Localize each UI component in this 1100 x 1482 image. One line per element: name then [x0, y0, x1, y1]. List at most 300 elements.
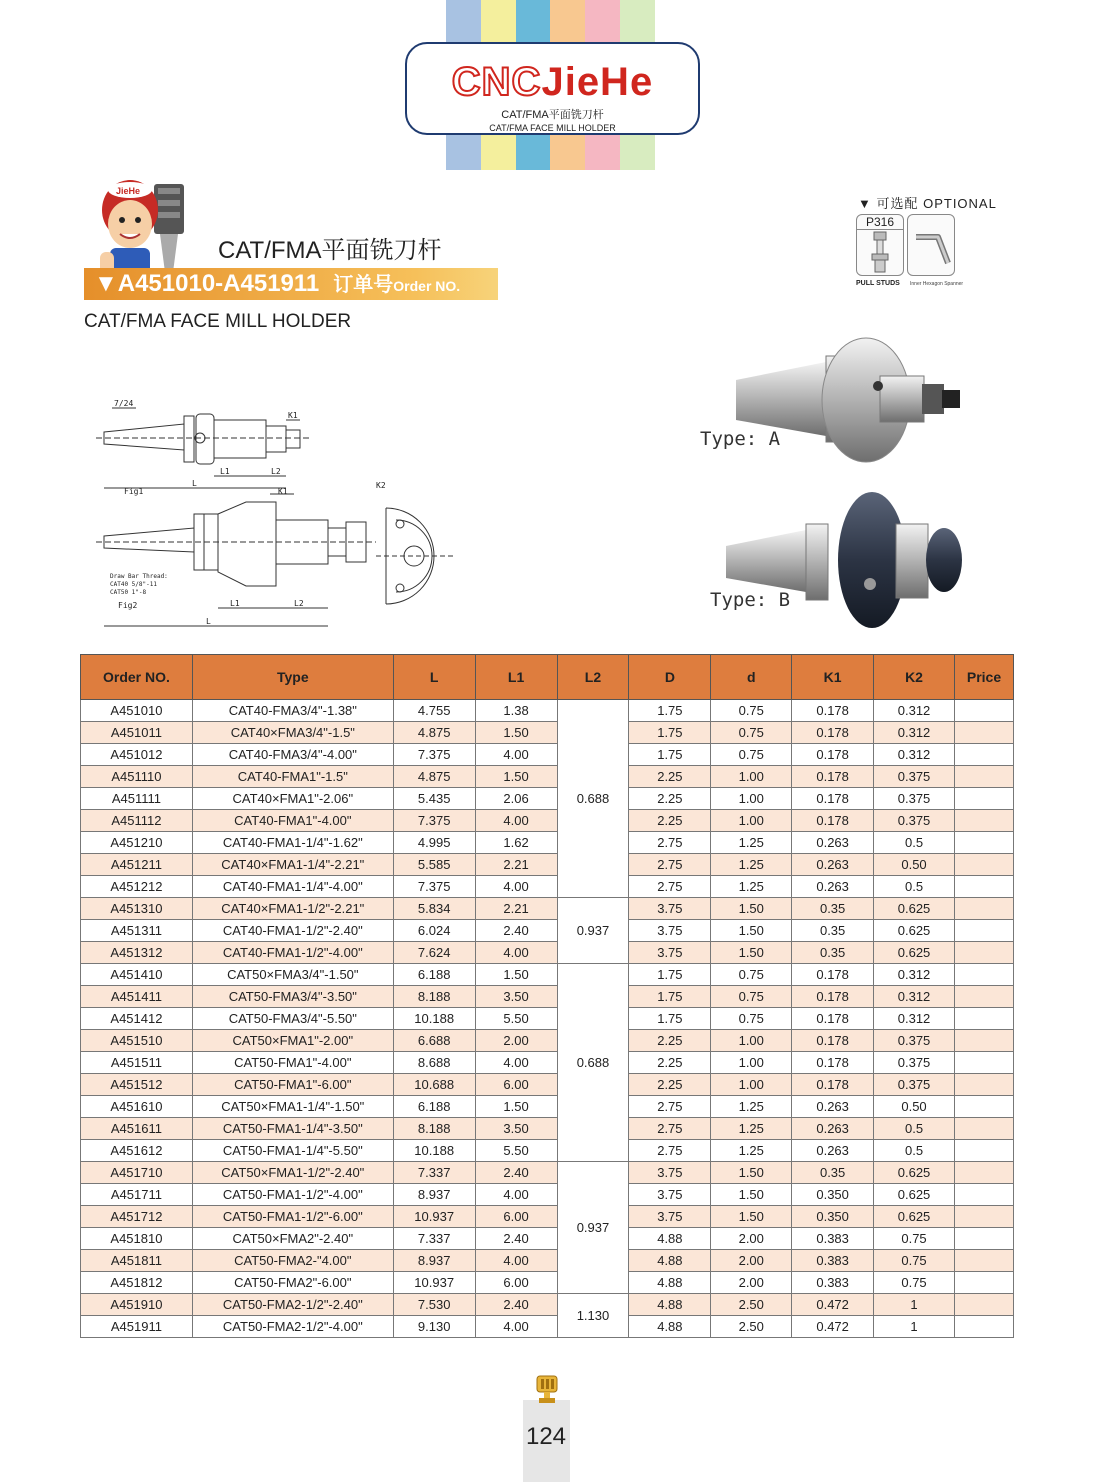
- type-cell: CAT50-FMA1"-6.00": [192, 1074, 393, 1096]
- svg-text:JieHe: JieHe: [116, 186, 141, 196]
- k1-cell: 0.178: [792, 1074, 874, 1096]
- d-upper-cell: 3.75: [629, 1184, 711, 1206]
- l1-cell: 6.00: [475, 1272, 557, 1294]
- k2-cell: 0.375: [874, 1052, 955, 1074]
- l1-cell: 1.38: [475, 700, 557, 722]
- k1-cell: 0.178: [792, 964, 874, 986]
- l-cell: 6.024: [393, 920, 475, 942]
- price-cell: [954, 1008, 1013, 1030]
- d-lower-cell: 1.50: [711, 942, 792, 964]
- drawing-l1-label: L1: [220, 467, 230, 476]
- table-row: [81, 898, 1014, 920]
- k2-cell: 0.312: [874, 700, 955, 722]
- k2-cell: 0.312: [874, 744, 955, 766]
- drawing-l2-label: L2: [271, 467, 281, 476]
- l-cell: 5.585: [393, 854, 475, 876]
- drawing-fig2-l1-label: L1: [230, 599, 240, 608]
- k1-cell: 0.263: [792, 1118, 874, 1140]
- order-no-cell: A451110: [81, 766, 193, 788]
- table-row: [81, 854, 1014, 876]
- brand-logo-cnc: CNC: [451, 60, 542, 104]
- order-no-cell: A451011: [81, 722, 193, 744]
- order-no-cell: A451412: [81, 1008, 193, 1030]
- l-cell: 6.188: [393, 964, 475, 986]
- price-cell: [954, 898, 1013, 920]
- type-cell: CAT40×FMA3/4"-1.5": [192, 722, 393, 744]
- order-no-cell: A451211: [81, 854, 193, 876]
- d-lower-cell: 0.75: [711, 744, 792, 766]
- column-header: D: [629, 655, 711, 700]
- d-lower-cell: 1.25: [711, 832, 792, 854]
- brand-subtitle-en: CAT/FMA FACE MILL HOLDER: [489, 123, 616, 133]
- table-row: [81, 1316, 1014, 1338]
- k2-cell: 1: [874, 1316, 955, 1338]
- hex-spanner-caption: Inner Hexagon Spanner: [910, 281, 964, 287]
- table-row: [81, 1074, 1014, 1096]
- brand-header: [405, 42, 700, 135]
- d-lower-cell: 2.00: [711, 1250, 792, 1272]
- price-cell: [954, 722, 1013, 744]
- d-upper-cell: 2.25: [629, 766, 711, 788]
- type-cell: CAT50-FMA2-1/2"-2.40": [192, 1294, 393, 1316]
- type-cell: CAT40-FMA1-1/2"-2.40": [192, 920, 393, 942]
- type-cell: CAT50-FMA1-1/2"-6.00": [192, 1206, 393, 1228]
- table-row: [81, 1096, 1014, 1118]
- price-cell: [954, 1250, 1013, 1272]
- l2-cell: 0.937: [557, 898, 629, 964]
- column-header: L2: [557, 655, 629, 700]
- table-row: [81, 1030, 1014, 1052]
- d-upper-cell: 1.75: [629, 722, 711, 744]
- type-cell: CAT40-FMA1"-4.00": [192, 810, 393, 832]
- k1-cell: 0.178: [792, 986, 874, 1008]
- column-header: Order NO.: [81, 655, 193, 700]
- price-cell: [954, 1272, 1013, 1294]
- k2-cell: 0.5: [874, 1118, 955, 1140]
- price-cell: [954, 744, 1013, 766]
- price-cell: [954, 1030, 1013, 1052]
- l1-cell: 4.00: [475, 1052, 557, 1074]
- order-no-cell: A451511: [81, 1052, 193, 1074]
- l1-cell: 4.00: [475, 1316, 557, 1338]
- price-cell: [954, 1162, 1013, 1184]
- k2-cell: 0.75: [874, 1228, 955, 1250]
- k1-cell: 0.383: [792, 1228, 874, 1250]
- drawing-thread-title: Draw Bar Thread:: [110, 573, 168, 580]
- d-lower-cell: 1.00: [711, 788, 792, 810]
- k1-cell: 0.178: [792, 722, 874, 744]
- k2-cell: 0.50: [874, 1096, 955, 1118]
- order-no-cell: A451612: [81, 1140, 193, 1162]
- table-row: [81, 832, 1014, 854]
- k1-cell: 0.472: [792, 1294, 874, 1316]
- price-cell: [954, 1074, 1013, 1096]
- order-no-cell: A451512: [81, 1074, 193, 1096]
- k1-cell: 0.263: [792, 1140, 874, 1162]
- d-upper-cell: 1.75: [629, 700, 711, 722]
- drawing-thread-cat40: CAT40 5/8"-11: [110, 581, 157, 588]
- price-cell: [954, 832, 1013, 854]
- k2-cell: 0.625: [874, 898, 955, 920]
- k2-cell: 0.625: [874, 920, 955, 942]
- order-label-cn: 订单号: [333, 274, 394, 296]
- d-lower-cell: 1.00: [711, 1074, 792, 1096]
- price-cell: [954, 700, 1013, 722]
- d-upper-cell: 3.75: [629, 942, 711, 964]
- drawing-k1-label: K1: [288, 411, 298, 420]
- pull-stud-icon: [857, 230, 903, 274]
- l1-cell: 4.00: [475, 1184, 557, 1206]
- column-header: L: [393, 655, 475, 700]
- k1-cell: 0.35: [792, 898, 874, 920]
- pull-stud-caption: PULL STUDS: [856, 280, 900, 287]
- table-header-row: [81, 655, 1014, 700]
- order-no-cell: A451911: [81, 1316, 193, 1338]
- l1-cell: 2.21: [475, 854, 557, 876]
- d-upper-cell: 2.75: [629, 854, 711, 876]
- l-cell: 8.188: [393, 986, 475, 1008]
- d-lower-cell: 0.75: [711, 722, 792, 744]
- table-row: [81, 1206, 1014, 1228]
- d-upper-cell: 1.75: [629, 744, 711, 766]
- type-cell: CAT50×FMA1-1/4"-1.50": [192, 1096, 393, 1118]
- table-row: [81, 1250, 1014, 1272]
- price-cell: [954, 854, 1013, 876]
- k2-cell: 0.375: [874, 810, 955, 832]
- l-cell: 9.130: [393, 1316, 475, 1338]
- type-cell: CAT40×FMA1"-2.06": [192, 788, 393, 810]
- d-upper-cell: 3.75: [629, 920, 711, 942]
- l-cell: 10.188: [393, 1008, 475, 1030]
- drawing-fig2-label: Fig2: [118, 601, 138, 610]
- price-cell: [954, 766, 1013, 788]
- k2-cell: 0.75: [874, 1250, 955, 1272]
- d-upper-cell: 2.75: [629, 1140, 711, 1162]
- column-header: d: [711, 655, 792, 700]
- drawing-thread-cat50: CAT50 1"-8: [110, 589, 147, 596]
- table-row: [81, 1228, 1014, 1250]
- k2-cell: 0.5: [874, 876, 955, 898]
- type-cell: CAT50-FMA3/4"-3.50": [192, 986, 393, 1008]
- technical-drawing: [96, 396, 466, 632]
- type-cell: CAT50×FMA1"-2.00": [192, 1030, 393, 1052]
- l-cell: 10.188: [393, 1140, 475, 1162]
- price-cell: [954, 1140, 1013, 1162]
- table-row: [81, 920, 1014, 942]
- type-cell: CAT50-FMA2"-6.00": [192, 1272, 393, 1294]
- type-cell: CAT40×FMA1-1/4"-2.21": [192, 854, 393, 876]
- d-lower-cell: 2.50: [711, 1294, 792, 1316]
- l1-cell: 2.40: [475, 1228, 557, 1250]
- l1-cell: 2.40: [475, 1294, 557, 1316]
- k2-cell: 0.312: [874, 986, 955, 1008]
- l1-cell: 1.62: [475, 832, 557, 854]
- order-no-cell: A451312: [81, 942, 193, 964]
- l2-cell: 0.688: [557, 700, 629, 898]
- l1-cell: 1.50: [475, 766, 557, 788]
- d-upper-cell: 2.75: [629, 832, 711, 854]
- l1-cell: 1.50: [475, 964, 557, 986]
- k1-cell: 0.263: [792, 876, 874, 898]
- price-cell: [954, 876, 1013, 898]
- l-cell: 7.530: [393, 1294, 475, 1316]
- l1-cell: 4.00: [475, 1250, 557, 1272]
- k2-cell: 0.75: [874, 1272, 955, 1294]
- k2-cell: 0.375: [874, 766, 955, 788]
- drawing-fig2-l2-label: L2: [294, 599, 304, 608]
- drawing-taper-label: 7/24: [114, 399, 134, 408]
- type-cell: CAT50-FMA1"-4.00": [192, 1052, 393, 1074]
- price-cell: [954, 1206, 1013, 1228]
- d-lower-cell: 1.00: [711, 810, 792, 832]
- order-no-cell: A451212: [81, 876, 193, 898]
- order-no-cell: A451810: [81, 1228, 193, 1250]
- d-upper-cell: 2.75: [629, 876, 711, 898]
- l1-cell: 4.00: [475, 942, 557, 964]
- d-lower-cell: 1.00: [711, 766, 792, 788]
- k2-cell: 0.625: [874, 1162, 955, 1184]
- k1-cell: 0.178: [792, 1008, 874, 1030]
- type-cell: CAT40-FMA1"-1.5": [192, 766, 393, 788]
- l1-cell: 2.00: [475, 1030, 557, 1052]
- table-row: [81, 1052, 1014, 1074]
- drawing-fig2-k1-label: K1: [278, 487, 288, 496]
- l1-cell: 2.40: [475, 920, 557, 942]
- k1-cell: 0.383: [792, 1250, 874, 1272]
- k2-cell: 0.312: [874, 1008, 955, 1030]
- type-cell: CAT50-FMA1-1/2"-4.00": [192, 1184, 393, 1206]
- l-cell: 6.188: [393, 1096, 475, 1118]
- order-no-cell: A451910: [81, 1294, 193, 1316]
- brand-subtitle-cn: CAT/FMA平面铣刀杆: [501, 109, 604, 121]
- l-cell: 7.375: [393, 876, 475, 898]
- table-row: [81, 942, 1014, 964]
- table-row: [81, 1118, 1014, 1140]
- l-cell: 7.624: [393, 942, 475, 964]
- d-lower-cell: 1.25: [711, 1096, 792, 1118]
- type-cell: CAT50-FMA1-1/4"-3.50": [192, 1118, 393, 1140]
- d-upper-cell: 3.75: [629, 1162, 711, 1184]
- d-upper-cell: 4.88: [629, 1250, 711, 1272]
- price-cell: [954, 964, 1013, 986]
- order-no-cell: A451510: [81, 1030, 193, 1052]
- l1-cell: 6.00: [475, 1206, 557, 1228]
- column-header: K2: [874, 655, 955, 700]
- l-cell: 10.688: [393, 1074, 475, 1096]
- table-row: [81, 1008, 1014, 1030]
- price-cell: [954, 1096, 1013, 1118]
- l-cell: 4.995: [393, 832, 475, 854]
- table-row: [81, 766, 1014, 788]
- k1-cell: 0.178: [792, 1030, 874, 1052]
- l-cell: 7.375: [393, 744, 475, 766]
- d-lower-cell: 1.50: [711, 1184, 792, 1206]
- drawing-fig1-label: Fig1: [124, 487, 144, 496]
- k2-cell: 0.375: [874, 1074, 955, 1096]
- spec-table: [80, 654, 1014, 1338]
- order-no-cell: A451610: [81, 1096, 193, 1118]
- order-no-cell: A451711: [81, 1184, 193, 1206]
- order-number-banner: [84, 268, 498, 300]
- type-cell: CAT40-FMA3/4"-4.00": [192, 744, 393, 766]
- page-title-en: CAT/FMA FACE MILL HOLDER: [84, 311, 352, 332]
- type-b-label: Type: B: [710, 589, 791, 611]
- k1-cell: 0.178: [792, 744, 874, 766]
- k1-cell: 0.383: [792, 1272, 874, 1294]
- pull-stud-code: P316: [857, 215, 903, 230]
- d-lower-cell: 0.75: [711, 700, 792, 722]
- order-no-cell: A451410: [81, 964, 193, 986]
- k1-cell: 0.178: [792, 1052, 874, 1074]
- table-row: [81, 1140, 1014, 1162]
- k1-cell: 0.35: [792, 942, 874, 964]
- k1-cell: 0.263: [792, 1096, 874, 1118]
- d-upper-cell: 1.75: [629, 986, 711, 1008]
- l1-cell: 4.00: [475, 876, 557, 898]
- table-row: [81, 1184, 1014, 1206]
- d-lower-cell: 1.50: [711, 1162, 792, 1184]
- type-cell: CAT50-FMA1-1/4"-5.50": [192, 1140, 393, 1162]
- k1-cell: 0.472: [792, 1316, 874, 1338]
- l-cell: 6.688: [393, 1030, 475, 1052]
- k1-cell: 0.178: [792, 700, 874, 722]
- k2-cell: 0.5: [874, 1140, 955, 1162]
- drawing-l-label: L: [192, 479, 197, 488]
- k1-cell: 0.35: [792, 920, 874, 942]
- k1-cell: 0.178: [792, 766, 874, 788]
- l-cell: 7.375: [393, 810, 475, 832]
- table-row: [81, 986, 1014, 1008]
- k2-cell: 0.5: [874, 832, 955, 854]
- price-cell: [954, 810, 1013, 832]
- k1-cell: 0.178: [792, 810, 874, 832]
- type-cell: CAT40-FMA1-1/4"-1.62": [192, 832, 393, 854]
- table-row: [81, 1162, 1014, 1184]
- l-cell: 7.337: [393, 1228, 475, 1250]
- d-upper-cell: 2.25: [629, 1052, 711, 1074]
- d-lower-cell: 2.50: [711, 1316, 792, 1338]
- l1-cell: 5.50: [475, 1140, 557, 1162]
- table-row: [81, 964, 1014, 986]
- price-cell: [954, 986, 1013, 1008]
- drawing-fig2-l-label: L: [206, 617, 211, 626]
- d-upper-cell: 2.25: [629, 1074, 711, 1096]
- table-row: [81, 700, 1014, 722]
- l-cell: 10.937: [393, 1272, 475, 1294]
- type-cell: CAT50×FMA2"-2.40": [192, 1228, 393, 1250]
- l1-cell: 4.00: [475, 810, 557, 832]
- table-row: [81, 788, 1014, 810]
- l-cell: 5.834: [393, 898, 475, 920]
- l1-cell: 1.50: [475, 1096, 557, 1118]
- type-cell: CAT50-FMA2-1/2"-4.00": [192, 1316, 393, 1338]
- d-lower-cell: 1.50: [711, 920, 792, 942]
- d-lower-cell: 2.00: [711, 1228, 792, 1250]
- pull-stud-item: [856, 214, 904, 276]
- table-row: [81, 810, 1014, 832]
- order-no-cell: A451210: [81, 832, 193, 854]
- l2-cell: 0.688: [557, 964, 629, 1162]
- d-lower-cell: 1.00: [711, 1030, 792, 1052]
- order-no-cell: A451012: [81, 744, 193, 766]
- k1-cell: 0.350: [792, 1184, 874, 1206]
- type-b-holder-image: [720, 488, 970, 638]
- brand-logo: [407, 60, 698, 104]
- l1-cell: 2.40: [475, 1162, 557, 1184]
- price-cell: [954, 920, 1013, 942]
- table-body: [81, 700, 1014, 1338]
- d-lower-cell: 1.25: [711, 854, 792, 876]
- optional-label: ▼ 可选配 OPTIONAL: [858, 196, 997, 211]
- l1-cell: 5.50: [475, 1008, 557, 1030]
- d-lower-cell: 1.25: [711, 1140, 792, 1162]
- order-no-cell: A451310: [81, 898, 193, 920]
- d-upper-cell: 2.75: [629, 1118, 711, 1140]
- k1-cell: 0.35: [792, 1162, 874, 1184]
- column-header: L1: [475, 655, 557, 700]
- order-no-cell: A451411: [81, 986, 193, 1008]
- price-cell: [954, 1316, 1013, 1338]
- type-cell: CAT40-FMA1-1/2"-4.00": [192, 942, 393, 964]
- d-lower-cell: 1.00: [711, 1052, 792, 1074]
- order-label-en: Order NO.: [393, 278, 461, 294]
- type-cell: CAT40×FMA1-1/2"-2.21": [192, 898, 393, 920]
- price-cell: [954, 1294, 1013, 1316]
- type-cell: CAT40-FMA1-1/4"-4.00": [192, 876, 393, 898]
- k2-cell: 1: [874, 1294, 955, 1316]
- d-lower-cell: 0.75: [711, 986, 792, 1008]
- price-cell: [954, 1118, 1013, 1140]
- order-no-cell: A451010: [81, 700, 193, 722]
- l-cell: 8.937: [393, 1250, 475, 1272]
- k1-cell: 0.263: [792, 854, 874, 876]
- type-cell: CAT40-FMA3/4"-1.38": [192, 700, 393, 722]
- d-lower-cell: 0.75: [711, 964, 792, 986]
- k2-cell: 0.375: [874, 788, 955, 810]
- d-upper-cell: 3.75: [629, 898, 711, 920]
- order-no-cell: A451712: [81, 1206, 193, 1228]
- l-cell: 4.875: [393, 722, 475, 744]
- page-title-cn: CAT/FMA平面铣刀杆: [218, 237, 442, 264]
- d-upper-cell: 4.88: [629, 1316, 711, 1338]
- order-range: ▼A451010-A451911: [94, 270, 320, 297]
- l1-cell: 3.50: [475, 1118, 557, 1140]
- d-lower-cell: 2.00: [711, 1272, 792, 1294]
- d-upper-cell: 1.75: [629, 1008, 711, 1030]
- k2-cell: 0.312: [874, 964, 955, 986]
- price-cell: [954, 1184, 1013, 1206]
- d-upper-cell: 4.88: [629, 1294, 711, 1316]
- l1-cell: 3.50: [475, 986, 557, 1008]
- price-cell: [954, 942, 1013, 964]
- l1-cell: 4.00: [475, 744, 557, 766]
- price-cell: [954, 1228, 1013, 1250]
- table-row: [81, 722, 1014, 744]
- column-header: K1: [792, 655, 874, 700]
- l-cell: 8.937: [393, 1184, 475, 1206]
- d-lower-cell: 1.50: [711, 898, 792, 920]
- d-lower-cell: 1.25: [711, 1118, 792, 1140]
- k2-cell: 0.50: [874, 854, 955, 876]
- d-upper-cell: 2.25: [629, 810, 711, 832]
- l-cell: 4.875: [393, 766, 475, 788]
- l2-cell: 1.130: [557, 1294, 629, 1338]
- table-row: [81, 1294, 1014, 1316]
- hex-spanner-item: [907, 214, 955, 276]
- k1-cell: 0.350: [792, 1206, 874, 1228]
- table-row: [81, 744, 1014, 766]
- l-cell: 8.188: [393, 1118, 475, 1140]
